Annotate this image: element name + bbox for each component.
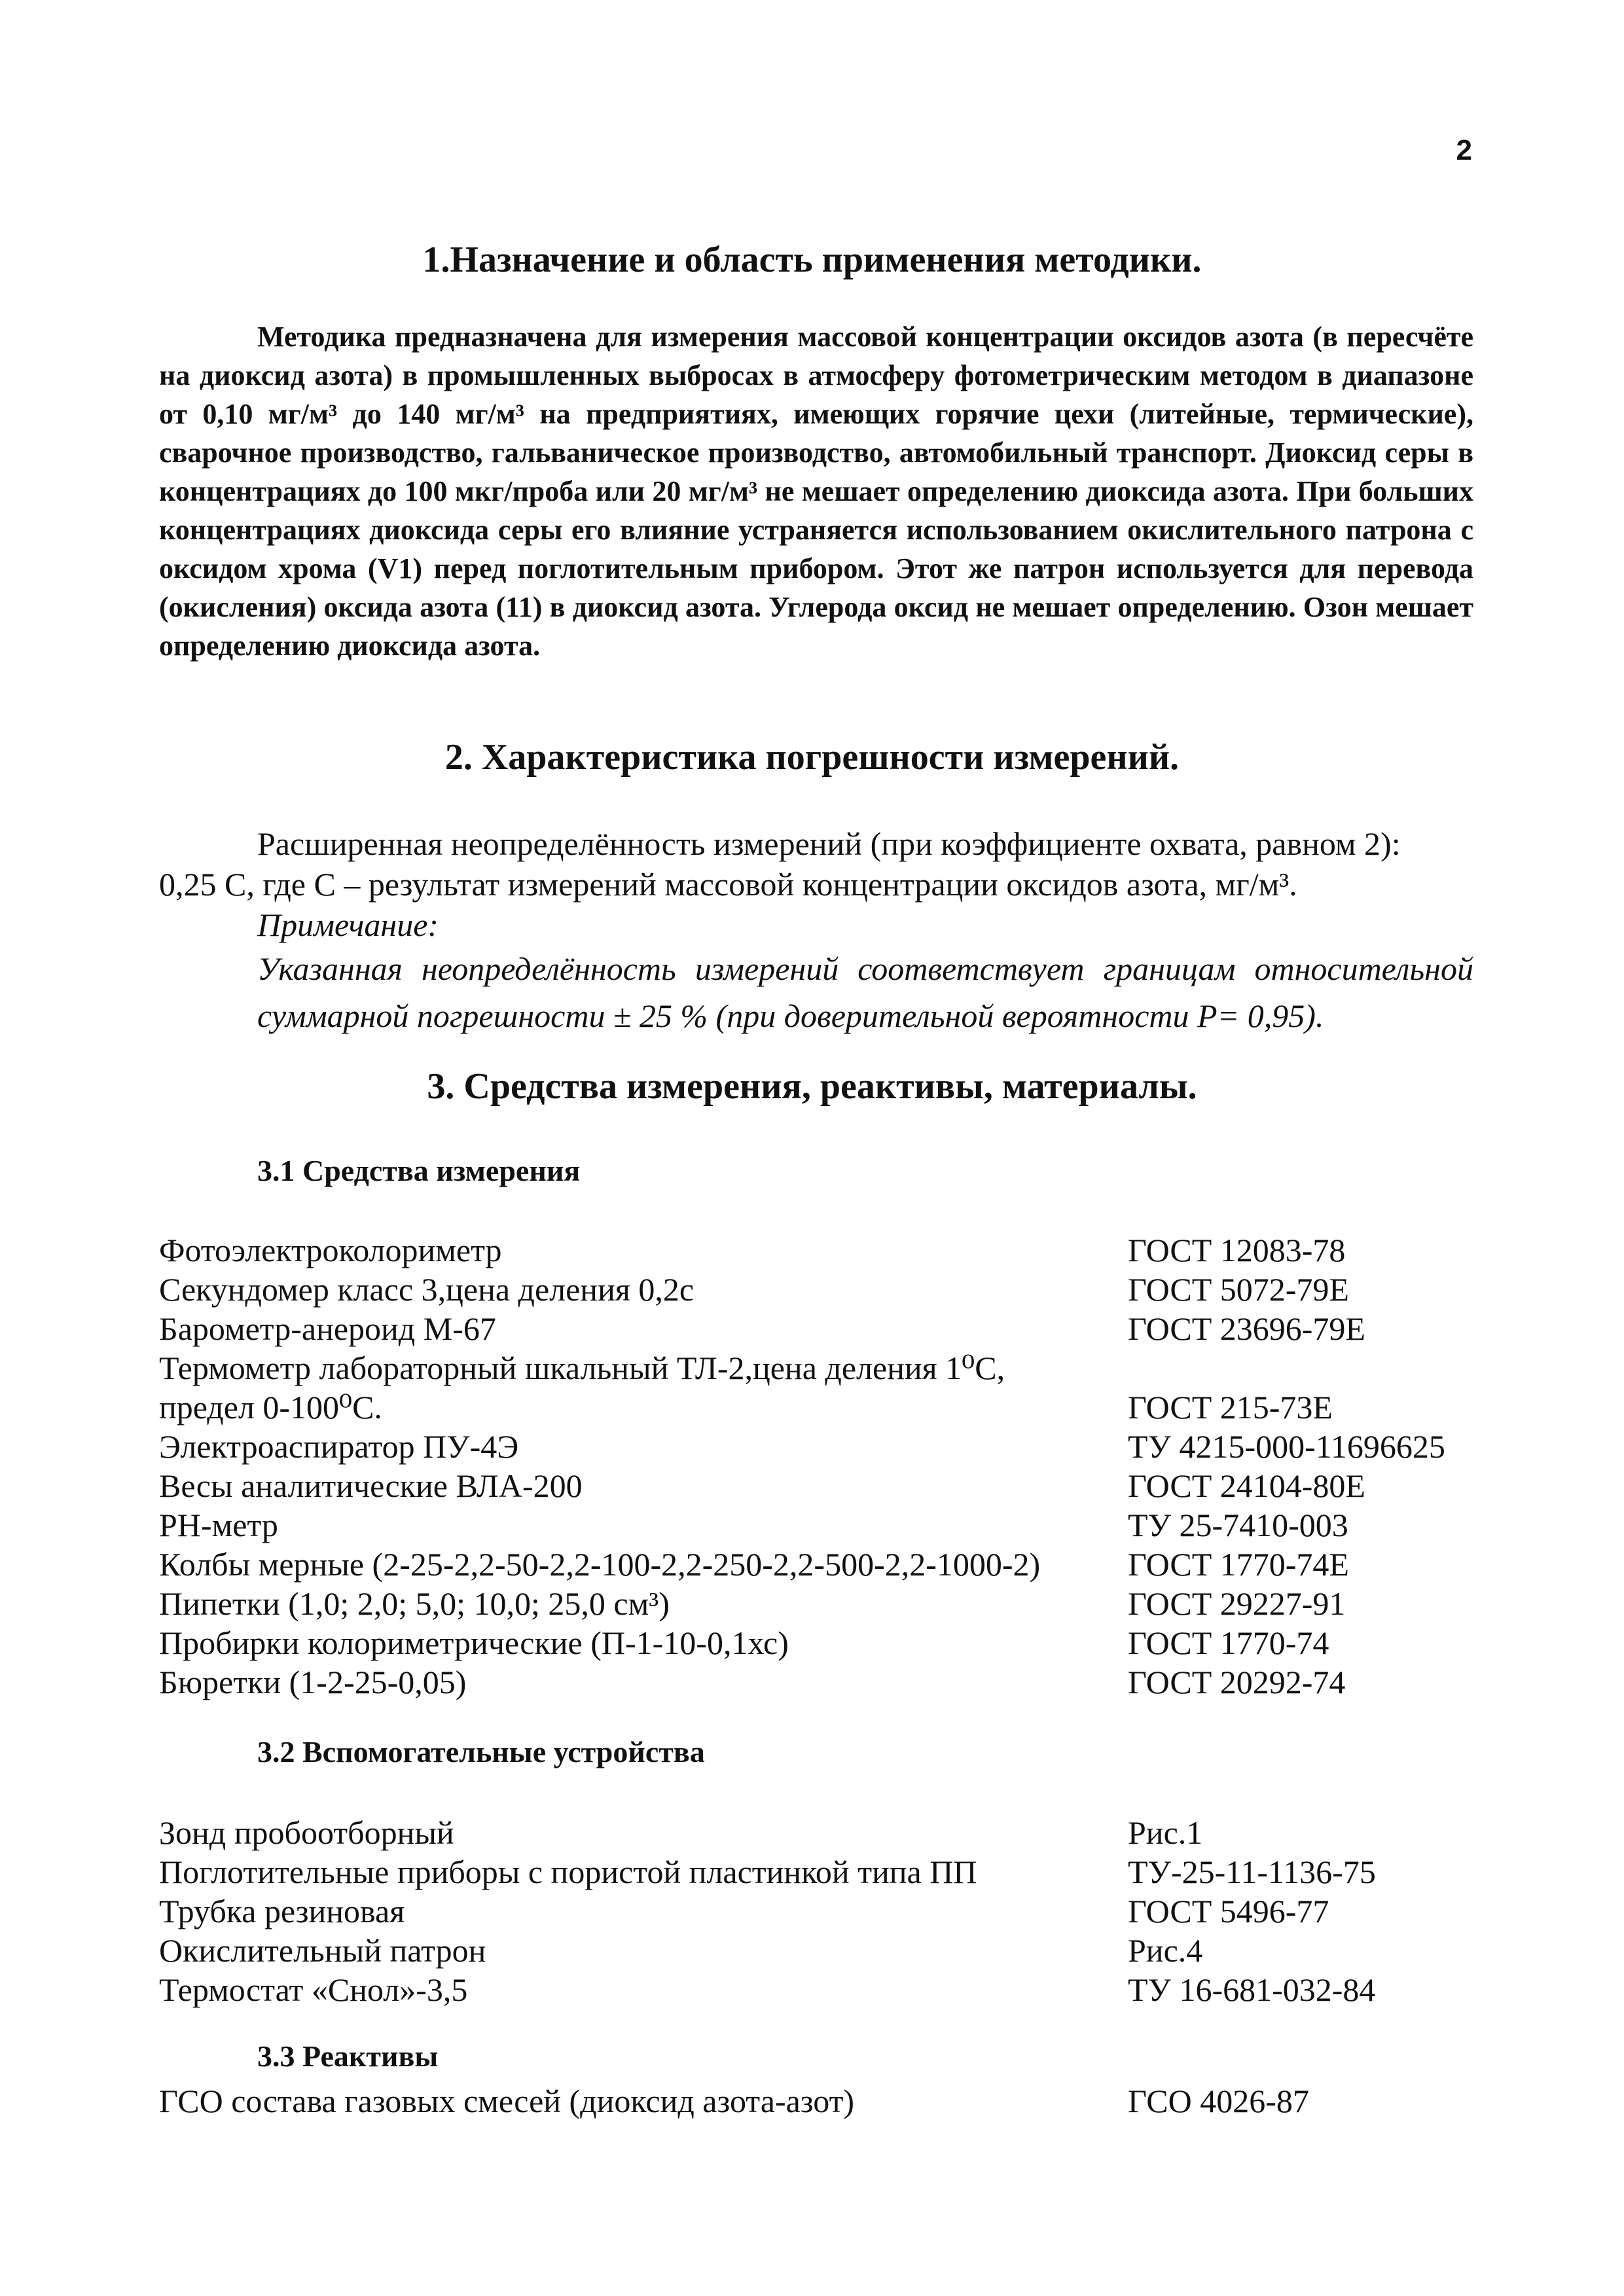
- subsection-3-1-title: 3.1 Средства измерения: [257, 1154, 581, 1187]
- uncertainty-line-2: 0,25 С, где С – результат измерений массовой концентрации оксидов азота, мг/м³.: [159, 866, 1297, 903]
- list-item: Термометр лабораторный шкальный ТЛ-2,цена деления 1⁰С, предел 0-100⁰С. ГОСТ 215-73Е: [159, 1350, 1333, 1426]
- list-item: Колбы мерные (2-25-2,2-50-2,2-100-2,2-250-2,2-500-2,2-1000-2) ГОСТ 1770-74Е: [159, 1546, 1349, 1583]
- measuring-instruments-list: [159, 1230, 1481, 1702]
- list-item: Пробирки колориметрические (П-1-10-0,1хс) ГОСТ 1770-74: [159, 1624, 1329, 1661]
- note-label: Примечание:: [257, 906, 439, 943]
- section-2-title: 2. Характеристика погрешности измерений.: [444, 737, 1180, 778]
- uncertainty-line-1: Расширенная неопределённость измерений (при коэффициенте охвата, равном 2):: [257, 825, 1401, 862]
- list-item: ГСО состава газовых смесей (диоксид азота-азот) ГСО 4026-87: [159, 2083, 1309, 2119]
- list-item: Пипетки (1,0; 2,0; 5,0; 10,0; 25,0 см³) ГОСТ 29227-91: [159, 1585, 1346, 1622]
- section-1-title: 1.Назначение и область применения методики.: [422, 240, 1202, 280]
- list-item: Электроаспиратор ПУ-4Э ТУ 4215-000-11696625: [159, 1428, 1445, 1465]
- list-item: РН-метр ТУ 25-7410-003: [159, 1507, 1348, 1543]
- subsection-3-2-title: 3.2 Вспомогательные устройства: [257, 1735, 705, 1768]
- list-item: Зонд пробоотборный Рис.1: [159, 1814, 1203, 1851]
- list-item: Окислительный патрон Рис.4: [159, 1932, 1203, 1969]
- list-item: Барометр-анероид М-67 ГОСТ 23696-79Е: [159, 1310, 1365, 1347]
- section-1-body: [159, 317, 1473, 665]
- list-item: Бюретки (1-2-25-0,05) ГОСТ 20292-74: [159, 1664, 1346, 1700]
- page-number: 2: [1456, 134, 1472, 166]
- note-text: Указанная неопределённость измерений соответствует границам относительной суммарной погрешности ± 25 % (при доверительной вероятности Р= 0,95).: [257, 950, 1473, 1034]
- reagents-list: [159, 2081, 1481, 2121]
- subsection-3-3-title: 3.3 Реактивы: [257, 2039, 439, 2073]
- list-item: Трубка резиновая ГОСТ 5496-77: [159, 1893, 1329, 1929]
- list-item: Термостат «Снол»-3,5 ТУ 16-681-032-84: [159, 1971, 1376, 2008]
- list-item: Поглотительные приборы с пористой пластинкой типа ПП ТУ-25-11-1136-75: [159, 1854, 1376, 1890]
- list-item: Фотоэлектроколориметр ГОСТ 12083-78: [159, 1232, 1346, 1268]
- list-item: Весы аналитические ВЛА-200 ГОСТ 24104-80Е: [159, 1467, 1365, 1504]
- section-3-title: 3. Средства измерения, реактивы, материалы.: [427, 1066, 1197, 1107]
- section-1-paragraph: Методика предназначена для измерения массовой концентрации оксидов азота (в пересчёте на диоксид азота) в промышленных выбросах в атмосферу фотометрическим методом в диапазоне от 0,10 мг/м³ до 140 мг/м³ на предприятиях, имеющих горячие цехи (литейные, термические), сварочное производство, гальваническое производство, автомобильный транспорт. Диоксид серы в концентрациях до 100 мкг/проба или 20 мг/м³ не мешает определению диоксида азота. При больших концентрациях диоксида серы его влияние устраняется использованием окислительного патрона с оксидом хрома (V1) перед поглотительным прибором. Этот же патрон используется для перевода (окисления) оксида азота (11) в диоксид азота. Углерода оксид не мешает определению. Озон мешает определению диоксида азота.: [159, 321, 1473, 662]
- list-item: Секундомер класс 3,цена деления 0,2с ГОСТ 5072-79Е: [159, 1271, 1349, 1308]
- section-2-body: [159, 823, 1473, 1039]
- auxiliary-devices-list: [159, 1813, 1481, 2009]
